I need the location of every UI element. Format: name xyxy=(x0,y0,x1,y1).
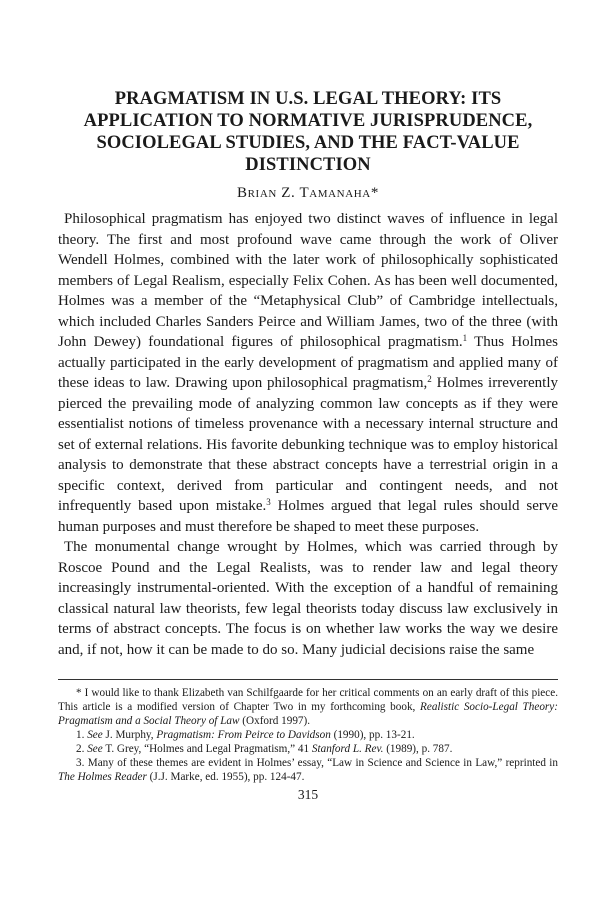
footnote-ref[interactable]: 1 xyxy=(462,333,468,343)
article-page xyxy=(58,88,558,803)
author-name: Brian Z. Tamanaha* xyxy=(237,185,379,201)
footnote-2: 2. See T. Grey, “Holmes and Legal Pragmatism,” 41 Stanford L. Rev. (1989), p. 787. xyxy=(76,743,453,755)
footnotes xyxy=(58,686,558,784)
footnote-ref[interactable]: 2 xyxy=(427,374,432,384)
title-line: SOCIOLEGAL STUDIES, AND THE FACT-VALUE xyxy=(96,133,520,153)
title-line: DISTINCTION xyxy=(245,155,371,175)
footnote-ref[interactable]: 3 xyxy=(266,497,271,507)
title-line: PRAGMATISM IN U.S. LEGAL THEORY: ITS xyxy=(114,89,502,109)
article-title xyxy=(58,88,558,176)
title-line: APPLICATION TO NORMATIVE JURISPRUDENCE, xyxy=(83,111,533,131)
paragraph: Philosophical pragmatism has enjoyed two distinct waves of influence in legal theory. The first and most profound wave came through the work of Oliver Wendell Holmes, combined with the later work of philosophically sophisticated members of Legal Realism, especially Felix Cohen. As has been well documented, Holmes was a member of the “Metaphysical Club” of Cambridge intellectuals, which included Charles Sanders Peirce and William James, two of the three (with John Dewey) foundational figures of philosophical pragmatism.$^1$ Thus Holmes actually participated in the early development of pragmatism and applied many of these ideas to law. Drawing upon philosophical pragmatism,$^2$ Holmes irreverently pierced the prevailing mode of analyzing common law concepts as if they were essentialist notions of timeless provenance with a necessary internal structure and set of external relations. His favorite debunking technique was to employ historical analysis to demonstrate that these abstract concepts have a terrestrial origin in a specific context, derived from particular and contingent needs, and not infrequently based upon mistake.$^3$ Holmes argued that legal rules should serve human purposes and must therefore be shaped to meet these purposes. xyxy=(58,211,559,535)
footnote-3: 3. Many of these themes are evident in Holmes’ essay, “Law in Science and Science in Law,” reprinted in The Holmes Reader (J.J. Marke, ed. 1955), pp. 124-47. xyxy=(58,757,559,783)
paragraph: The monumental change wrought by Holmes, which was carried through by Roscoe Pound and the Legal Realists, was to render law and legal theory increasingly instrumental-oriented. With the exception of a handful of remaining classical natural law theorists, few legal theorists today discuss law exclusively in terms of abstract concepts. The focus is on whether law works the way we desire and, if not, how it can be made to do so. Many judicial decisions raise the same xyxy=(58,539,558,658)
page-number: 315 xyxy=(297,787,319,802)
footnote-divider xyxy=(58,679,558,680)
footnote-1: 1. See J. Murphy, Pragmatism: From Peirce to Davidson (1990), pp. 13-21. xyxy=(76,729,415,741)
footnote-author: * I would like to thank Elizabeth van Schilfgaarde for her critical comments on an early draft of this piece. This article is a modified version of Chapter Two in my forthcoming book, Realistic Socio-Legal Theory: Pragmatism and a Social Theory of Law (Oxford 1997). xyxy=(58,687,558,727)
article-body xyxy=(58,209,558,660)
